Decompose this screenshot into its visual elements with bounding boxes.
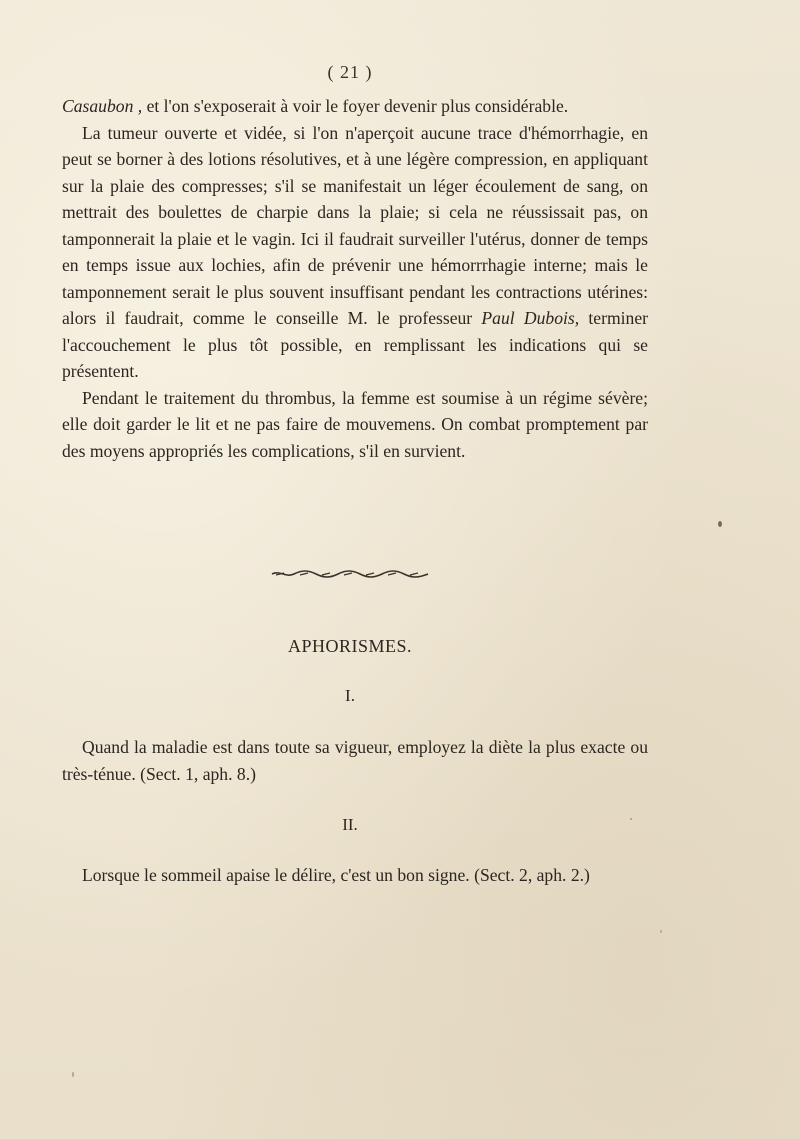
author-name-casaubon: Casaubon ,: [62, 96, 143, 116]
ornament-rule: [270, 567, 430, 581]
aphorism-1: [62, 734, 648, 787]
paragraph-2-text: La tumeur ouverte et vidée, si l'on n'aperçoit aucune trace d'hémorrhagie, en peut se borner à des lotions résolutives, et à une légère compression, en appliquant sur la plaie des compresses; s'il se manifestait un léger écoulement de sang, on mettrait des boulettes de charpie dans la plaie; si cela ne réussissait pas, on tamponnerait la plaie et le vagin. Ici il faudrait surveiller l'utérus, donner de temps en temps issue aux lochies, afin de prévenir une hémorrrhagie interne; mais le tamponnement serait le plus souvent insuffisant pendant les contractions utérines: alors il faudrait, comme le conseille M. le professeur: [62, 122, 648, 328]
paper-speck: [72, 1072, 74, 1077]
author-name-dubois: Paul Dubois,: [481, 308, 580, 328]
aphorism-2-numeral: II.: [342, 815, 358, 834]
paper-speck: [630, 818, 632, 820]
paragraph-3: Pendant le traitement du thrombus, la femme est soumise à un régime sévère; elle doit garder le lit et ne pas faire de mouvemens. On combat promptement par des moyens appropriés les complications, s'il en survient.: [62, 387, 648, 461]
aphorism-1-text: Quand la maladie est dans toute sa vigueur, employez la diète la plus exacte ou très-ténue. (Sect. 1, aph. 8.): [62, 737, 648, 784]
aphorism-1-numeral: I.: [345, 686, 355, 705]
page-number: ( 21 ): [327, 62, 373, 82]
aphorism-2-text: Lorsque le sommeil apaise le délire, c'est un bon signe. (Sect. 2, aph. 2.): [82, 865, 590, 885]
section-title: APHORISMES.: [287, 636, 413, 656]
paper-speck: [718, 521, 722, 527]
aphorism-2: [62, 862, 648, 889]
paper-speck: [660, 930, 662, 933]
paragraph-1-text: et l'on s'exposerait à voir le foyer devenir plus considérable.: [142, 96, 569, 116]
paragraph-2-end: terminer l'accouchement le plus tôt possible, en remplissant les indications qui se présentent.: [62, 308, 648, 381]
paragraph-1: [62, 93, 648, 120]
paragraph-2: [62, 120, 648, 385]
body-text: [62, 93, 648, 464]
